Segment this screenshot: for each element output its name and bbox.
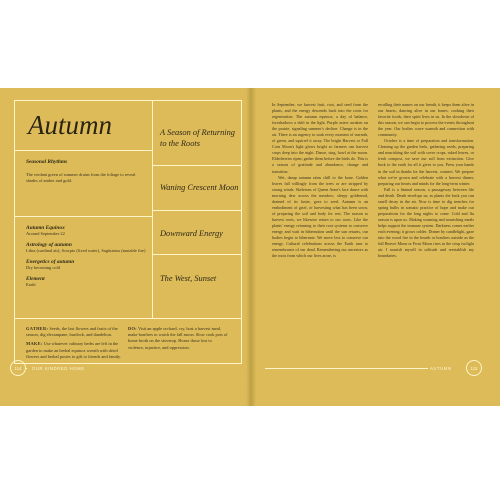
seasonal-rhythms-block xyxy=(26,159,146,184)
element-value: Earth xyxy=(26,282,36,287)
folio-tick xyxy=(26,368,27,369)
running-head-left: OUR KINDRED HOME xyxy=(32,366,85,371)
vertical-divider xyxy=(152,100,153,318)
paragraph: Wet, damp autumn rains chill to the bone. Golden leaves fall willingly from the trees or are stripped by strong winds. Skeletons of Queen Anne's lace dance with morning dew across the meadow; sleepy goldenrod, drained of its luster, goes to seed. Autumn is an embodiment of grief, of harvesting what has been sown, of preparing the soil and body for rest. The season to harvest roots, we likewise return to our roots. Like the plants' energy returning to their root systems to conserve energy and wait in hibernation until the sun returns, our bodies begin to hibernate. We move less to conserve our energy. Cultural celebrations across the Earth turn to remembrance of our dead. Remembering our ancestors as the roots from which our lives arose, is xyxy=(272,174,368,259)
side-rule xyxy=(152,165,242,166)
side-rule xyxy=(152,254,242,255)
title-rule xyxy=(14,150,153,151)
paragraph: recalling their names on our breath, it keeps them alive in our hearts; dancing alive in our bones, cooking their favorite foods, their spirit lives in us. In the slowdown of this season, we can begin to process the events throughout the year. Our bodies crave warmth and connection with community. xyxy=(378,102,474,138)
facts-block xyxy=(26,225,146,288)
gather-paragraph xyxy=(26,326,122,338)
make-paragraph xyxy=(26,341,122,360)
side-item-season: A Season of Returning to the Roots xyxy=(160,128,235,148)
gather-text: Seeds, the last flowers and fruits of the season, dig elecampane, burdock, and dandelion. xyxy=(26,326,118,338)
astrology-value: Libra (cardinal air), Scorpio (fixed water), Sagittarius (mutable fire) xyxy=(26,248,146,253)
element-label: Element xyxy=(26,276,45,282)
paragraph: October is a time of preparation and transformation. Cleaning up the garden beds, gathering seeds, preparing and nourishing the soil with cover crops, raked leaves, or fresh compost, we save our soil from extinction. Give back to the earth for all it gives to you. Press your hands in the soil in thanks for the harvest, connect. We prepare what we've grown and celebrate with a harvest dinner, preparing our hearts and minds for the long-term winter. xyxy=(378,138,474,186)
make-label: MAKE: xyxy=(26,341,43,347)
body-column-2 xyxy=(378,102,474,372)
page-number-right: 115 xyxy=(466,360,482,376)
energetics-label: Energetics of autumn xyxy=(26,259,75,265)
seasonal-rhythms-label: Seasonal Rhythms xyxy=(26,159,68,165)
do-text: Visit an apple orchard, cry, host a harvest meal, make bonfires to watch the fall moon. Slow cook pots of home broth on the stovetop. Honor those lost to violence, injustice, and oppression. xyxy=(128,326,228,350)
bottom-rule xyxy=(14,318,242,319)
side-item-direction: The West, Sunset xyxy=(160,274,217,283)
page-number-left: 114 xyxy=(10,360,26,376)
side-item-moon: Waning Crescent Moon xyxy=(160,183,239,192)
gather-make-block xyxy=(26,326,122,360)
do-label: DO: xyxy=(128,326,137,331)
paragraph: In September, we harvest fruit, root, and seed from the plants, and the energy descends back into the roots for regeneration. The autumn equinox, a day of balance, foreshadows a shift in the light. Purple asters awaken on the prairie, signaling summer's decline. Change is in the air. There is an urgency to soak every moment of warmth, of green, and squirrel it away. The bright Harvest or Full Corn Moon's light glows bright so farmers can harvest crops deep into the night. Dance, sing, howl at the moon. Elderberries ripen; gather them before the birds do. This is a season of gratitude and abundance, change and transition. xyxy=(272,102,368,174)
seasonal-rhythms-text: The verdant green of summer drains from the foliage to reveal shades of amber and gold. xyxy=(26,172,136,183)
do-block xyxy=(128,326,228,351)
astrology-label: Astrology of autumn xyxy=(26,242,72,248)
gather-label: GATHER: xyxy=(26,326,49,331)
make-text: Use whatever culinary herbs are left in the garden to make an herbal equinox wreath with dried flowers and herbal posies to gift to friends and family. xyxy=(26,341,122,359)
body-column-1 xyxy=(272,102,368,372)
rhythms-rule xyxy=(14,216,153,217)
running-head-right: AUTUMN xyxy=(430,366,452,371)
energetics-value: Dry becoming cold xyxy=(26,265,60,270)
paragraph: Fall is a liminal season, a passageway between life and death. Death envelops us; as plants die back you can smell decay in the air. Now is time to dig trenches for spring bulbs in somatic practice of hope and make our preparations for the long nights to come. Cold and flu season is upon us. Making warming and nourishing meals helps support the immune system. Darkness comes earlier each evening; it grows colder. Dinner by candlelight, gaze into the wood fire in the hearth or bonfires outside as the full Beaver Moon or Frost Moon rises in the crisp twilight air. I nourish myself in solitude and reestablish my boundaries. xyxy=(378,186,474,259)
side-item-energy: Downward Energy xyxy=(160,229,223,238)
folio-rule-right xyxy=(265,368,452,369)
book-spread xyxy=(0,88,500,406)
equinox-value: Around September 22 xyxy=(26,231,65,236)
equinox-label: Autumn Equinox xyxy=(26,225,65,231)
book-gutter xyxy=(246,88,256,406)
side-rule xyxy=(152,210,242,211)
page-title: Autumn xyxy=(28,110,112,140)
